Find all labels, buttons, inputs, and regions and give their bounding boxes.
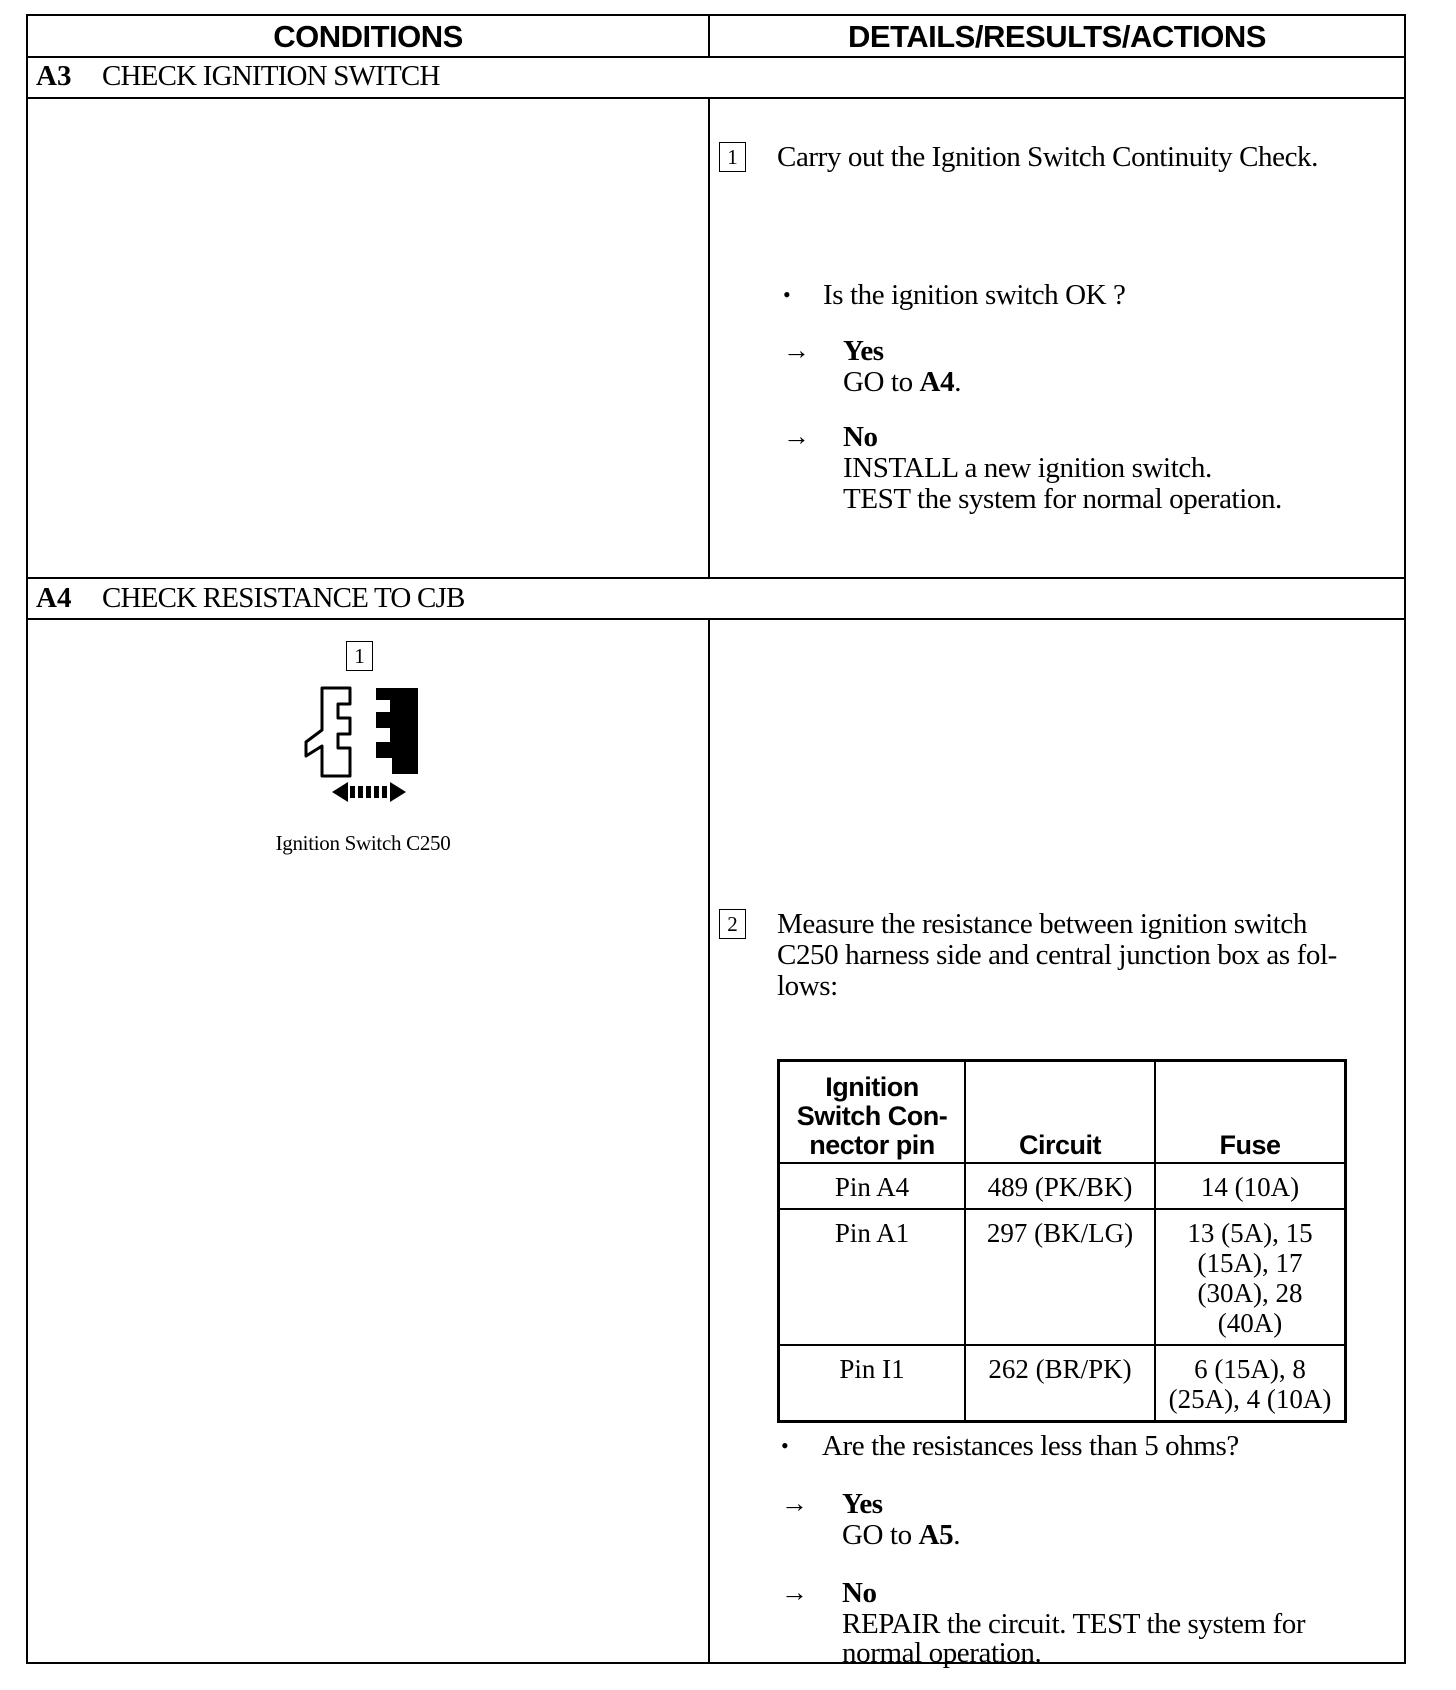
column-header-circuit: Circuit: [965, 1061, 1155, 1164]
section-a4-divider: [708, 618, 710, 1664]
figure-step-box: 1: [346, 641, 373, 671]
pin-cell: Pin I1: [779, 1345, 966, 1422]
section-a3-title: [36, 56, 440, 96]
conditions-header: CONDITIONS: [273, 19, 463, 54]
section-title: CHECK RESISTANCE TO CJB: [102, 582, 465, 614]
pin-cell: Pin A1: [779, 1209, 966, 1345]
step-number-box: 1: [719, 142, 746, 172]
section-code: A3: [36, 60, 72, 92]
arrow-icon: →: [781, 1577, 808, 1607]
section-a4-rule: [28, 618, 1404, 620]
step-text-line: lows:: [777, 970, 838, 1002]
yes-label: Yes: [842, 1488, 883, 1520]
question-text: Are the resistances less than 5 ohms?: [822, 1430, 1239, 1462]
section-a4-title: [36, 578, 465, 618]
section-code: A4: [36, 582, 72, 614]
yes-action: GO to A5.: [842, 1519, 961, 1551]
yes-action: GO to A4.: [843, 366, 962, 398]
no-action-line: TEST the system for normal operation.: [843, 483, 1282, 515]
arrow-icon: →: [783, 335, 810, 365]
step-number-box: 2: [719, 909, 746, 939]
fuse-cell: 14 (10A): [1155, 1163, 1346, 1209]
connector-icon: [294, 686, 434, 810]
circuit-cell: 489 (PK/BK): [965, 1163, 1155, 1209]
column-header-fuse: Fuse: [1155, 1061, 1346, 1164]
no-action-line: normal operation.: [842, 1637, 1042, 1669]
step-text-line: C250 harness side and central junction box as fol-: [777, 939, 1337, 971]
table-row: [779, 1163, 1346, 1209]
step-text: Carry out the Ignition Switch Continuity Check.: [777, 141, 1319, 173]
column-header-pin: Ignition Switch Con- nector pin: [779, 1061, 966, 1164]
figure-caption: Ignition Switch C250: [275, 831, 451, 855]
double-arrow-icon: [332, 782, 406, 802]
no-label: No: [843, 421, 878, 453]
step-text-line: Measure the resistance between ignition switch: [777, 908, 1308, 940]
table-row: [779, 1209, 1346, 1345]
header-divider: [708, 16, 710, 56]
arrow-icon: →: [783, 421, 810, 451]
yes-label: Yes: [843, 335, 884, 367]
bullet: •: [781, 1433, 789, 1458]
circuit-cell: 262 (BR/PK): [965, 1345, 1155, 1422]
no-label: No: [842, 1577, 877, 1609]
pin-cell: Pin A4: [779, 1163, 966, 1209]
details-header: DETAILS/RESULTS/ACTIONS: [848, 19, 1266, 54]
no-action-line: REPAIR the circuit. TEST the system for: [842, 1608, 1306, 1640]
section-a3-rule: [28, 97, 1404, 99]
arrow-icon: →: [781, 1488, 808, 1518]
resistance-table: [777, 1059, 1347, 1423]
section-title: CHECK IGNITION SWITCH: [102, 60, 440, 92]
fuse-cell: 6 (15A), 8 (25A), 4 (10A): [1155, 1345, 1346, 1422]
no-action-line: INSTALL a new ignition switch.: [843, 452, 1212, 484]
section-a3-divider: [708, 97, 710, 577]
circuit-cell: 297 (BK/LG): [965, 1209, 1155, 1345]
question-text: Is the ignition switch OK ?: [823, 279, 1126, 311]
fuse-cell: 13 (5A), 15 (15A), 17 (30A), 28 (40A): [1155, 1209, 1346, 1345]
table-header-row: [779, 1061, 1346, 1164]
bullet: •: [783, 282, 791, 307]
table-row: [779, 1345, 1346, 1422]
